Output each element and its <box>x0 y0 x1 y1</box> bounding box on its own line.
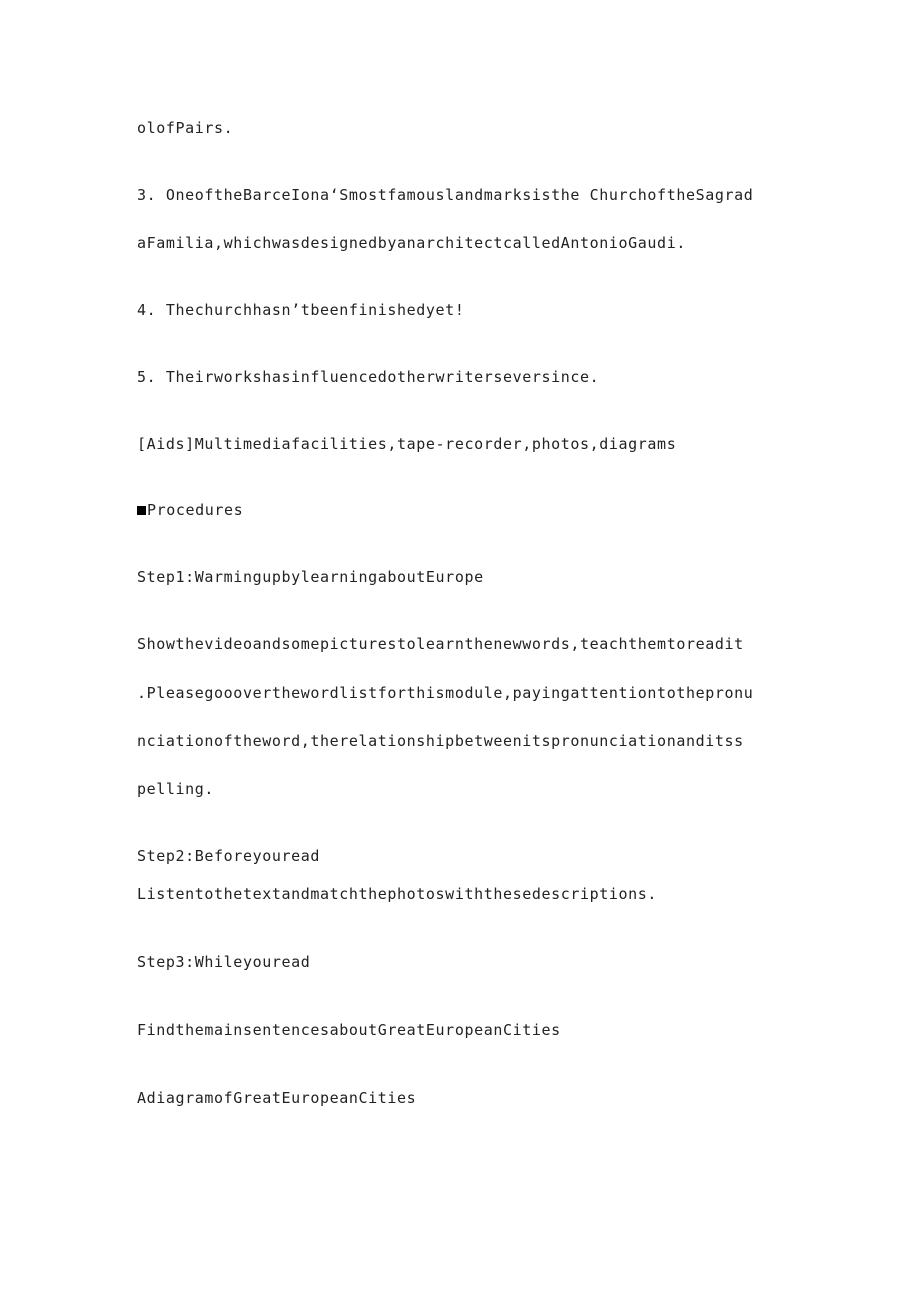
step-1-heading: Step1:WarmingupbylearningaboutEurope <box>137 568 484 586</box>
square-bullet-icon <box>137 506 146 515</box>
text-line-item-5: 5. Theirworkshasinfluencedotherwriterseversince. <box>137 368 600 386</box>
procedures-heading <box>137 500 243 520</box>
step-3-text: FindthemainsentencesaboutGreatEuropeanCities <box>137 1021 561 1039</box>
step-2-heading: Step2:Beforeyouread <box>137 847 320 865</box>
text-line-aids: [Aids]Multimediafacilities,tape-recorder,photos,diagrams <box>137 435 677 453</box>
text-line-item-4: 4. Thechurchhasn’tbeenfinishedyet! <box>137 301 465 319</box>
step-1-text-line-4: pelling. <box>137 780 215 798</box>
procedures-label: Procedures <box>147 501 244 519</box>
step-1-text-line-3: nciationoftheword,therelationshipbetweenitspronunciationanditss <box>137 732 744 750</box>
text-line-pairs: olofPairs. <box>137 119 234 137</box>
diagram-caption: AdiagramofGreatEuropeanCities <box>137 1089 417 1107</box>
text-line-item-3-continued: aFamilia,whichwasdesignedbyanarchitectcalledAntonioGaudi. <box>137 234 686 252</box>
step-1-text-line-1: Showthevideoandsomepicturestolearnthenewwords,teachthemtoreadit <box>137 635 744 653</box>
step-3-heading: Step3:Whileyouread <box>137 953 311 971</box>
step-1-text-line-2: .Pleasegoooverthewordlistforthismodule,payingattentiontothepronu <box>137 684 754 702</box>
text-line-item-3: 3. OneoftheBarceIona‘Smostfamouslandmarksisthe ChurchoftheSagrad <box>137 186 754 204</box>
step-2-text: Listentothetextandmatchthephotoswiththesedescriptions. <box>137 885 658 903</box>
